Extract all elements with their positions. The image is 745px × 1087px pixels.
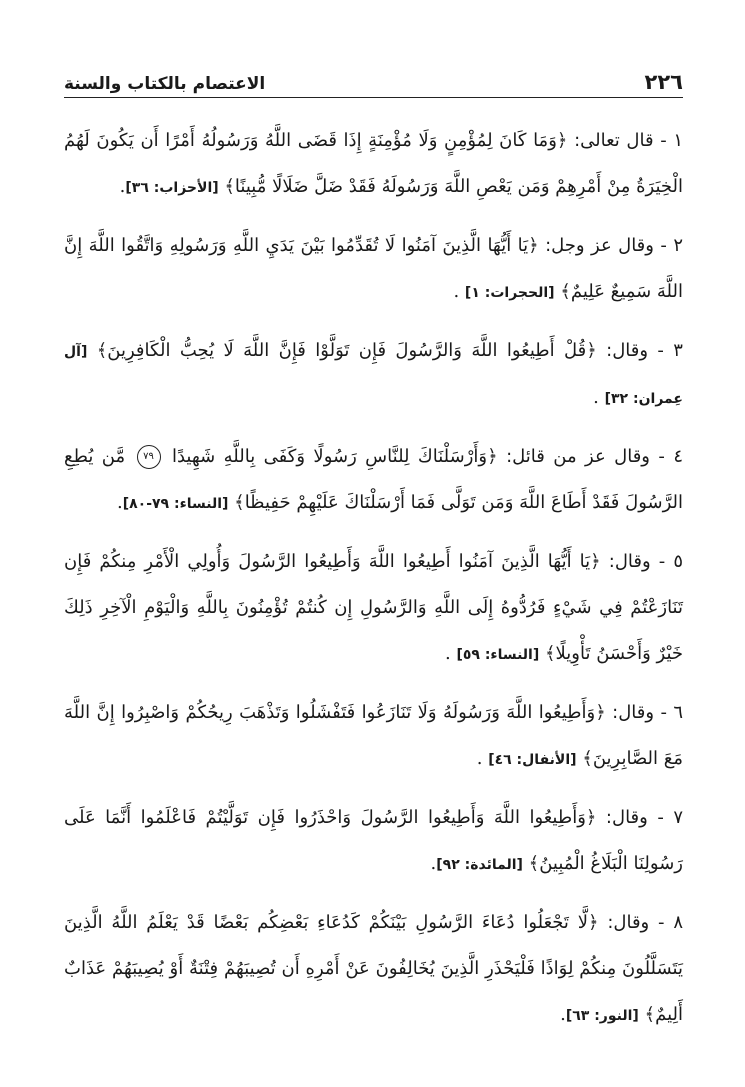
open-bracket-icon: ﴿: [590, 551, 601, 572]
verse-lead: ٣ - وقال:: [606, 340, 683, 361]
header-rule: [64, 97, 683, 98]
close-bracket-icon: ﴾: [224, 176, 235, 197]
verse-quote: وَأَطِيعُوا اللَّهَ وَرَسُولَهُ وَلَا تَنَازَعُوا فَتَفْشَلُوا وَتَذْهَبَ رِيحُكُمْ وَاصْبِرُوا إِنَّ اللَّهَ مَعَ الصَّابِرِينَ: [64, 702, 683, 769]
verse-reference: [الأحزاب: ٣٦]: [125, 180, 219, 196]
verse-item-6: ٦ - وقال: ﴿وَأَطِيعُوا اللَّهَ وَرَسُولَهُ وَلَا تَنَازَعُوا فَتَفْشَلُوا وَتَذْهَبَ رِيحُكُمْ وَاصْبِرُوا إِنَّ اللَّهَ مَعَ الصَّابِرِينَ﴾ [الأنفال: ٤٦] .: [64, 702, 683, 769]
page-header: [64, 60, 683, 94]
page-body: [64, 118, 683, 1067]
verse-reference: [آل عِمران: ٣٢]: [64, 344, 683, 407]
close-bracket-icon: ﴾: [560, 281, 571, 302]
close-bracket-icon: ﴾: [528, 853, 540, 874]
open-bracket-icon: ﴿: [595, 702, 606, 723]
verse-item-2: ٢ - وقال عز وجل: ﴿يَا أَيُّهَا الَّذِينَ آمَنُوا لَا تُقَدِّمُوا بَيْنَ يَدَيِ اللَّهِ وَرَسُولِهِ وَاتَّقُوا اللَّهَ إِنَّ اللَّهَ سَمِيعٌ عَلِيمٌ﴾ [الحجرات: ١] .: [64, 235, 683, 302]
verse-reference: [النساء: ٧٩-٨٠]: [122, 496, 229, 512]
verse-quote: وَأَطِيعُوا اللَّهَ وَأَطِيعُوا الرَّسُولَ وَاحْذَرُوا فَإِن تَوَلَّيْتُمْ فَاعْلَمُوا أَنَّمَا عَلَى رَسُولِنَا الْبَلَاغُ الْمُبِينُ: [64, 807, 683, 874]
verse-item-8: ٨ - وقال: ﴿لَّا تَجْعَلُوا دُعَاءَ الرَّسُولِ بَيْنَكُمْ كَدُعَاءِ بَعْضِكُم بَعْضًا قَدْ يَعْلَمُ اللَّهُ الَّذِينَ يَتَسَلَّلُونَ مِنكُمْ لِوَاذًا فَلْيَحْذَرِ الَّذِينَ يُخَالِفُونَ عَنْ أَمْرِهِ أَن تُصِيبَهُمْ فِتْنَةٌ أَوْ يُصِيبَهُمْ عَذَابٌ أَلِيمٌ﴾ [النور: ٦٣].: [64, 912, 683, 1025]
open-bracket-icon: ﴿: [487, 446, 498, 467]
close-bracket-icon: ﴾: [644, 1004, 656, 1025]
verse-reference: [الأنفال: ٤٦]: [488, 752, 577, 768]
verse-quote: وَأَرْسَلْنَاكَ لِلنَّاسِ رَسُولًا وَكَفَى بِاللَّهِ شَهِيدًا: [171, 446, 488, 467]
close-bracket-icon: ﴾: [96, 340, 108, 361]
verse-reference: [المائدة: ٩٢]: [436, 857, 523, 873]
verse-item-4: ٤ - وقال عز من قائل: ﴿وَأَرْسَلْنَاكَ لِلنَّاسِ رَسُولًا وَكَفَى بِاللَّهِ شَهِيدًا ٧٩ مَّن يُطِعِ الرَّسُولَ فَقَدْ أَطَاعَ اللَّهَ وَمَن تَوَلَّى فَمَا أَرْسَلْنَاكَ عَلَيْهِمْ حَفِيظًا﴾ [النساء: ٧٩-٨٠].: [64, 446, 683, 513]
open-bracket-icon: ﴿: [587, 912, 599, 933]
close-bracket-icon: ﴾: [545, 643, 556, 664]
verse-quote: يَا أَيُّهَا الَّذِينَ آمَنُوا أَطِيعُوا اللَّهَ وَأَطِيعُوا الرَّسُولَ وَأُولِي الْأَمْرِ مِنكُمْ فَإِن تَنَازَعْتُمْ فِي شَيْءٍ فَرُدُّوهُ إِلَى اللَّهِ وَالرَّسُولِ إِن كُنتُمْ تُؤْمِنُونَ بِاللَّهِ وَالْيَوْمِ الْآخِرِ ذَلِكَ خَيْرٌ وَأَحْسَنُ تَأْوِيلًا: [64, 551, 683, 664]
page-number: ٢٢٦: [644, 70, 683, 94]
verse-reference: [النور: ٦٣]: [565, 1008, 639, 1024]
verse-reference: [الحجرات: ١]: [464, 285, 555, 301]
close-bracket-icon: ﴾: [234, 492, 245, 513]
verse-lead: ٤ - وقال عز من قائل:: [506, 446, 683, 467]
close-bracket-icon: ﴾: [582, 748, 593, 769]
verse-item-1: ١ - قال تعالى: ﴿وَمَا كَانَ لِمُؤْمِنٍ وَلَا مُؤْمِنَةٍ إِذَا قَضَى اللَّهُ وَرَسُولُهُ أَمْرًا أَن يَكُونَ لَهُمُ الْخِيَرَةُ مِنْ أَمْرِهِمْ وَمَن يَعْصِ اللَّهَ وَرَسُولَهُ فَقَدْ ضَلَّ ضَلَالًا مُّبِينًا﴾ [الأحزاب: ٣٦].: [64, 130, 683, 197]
verse-lead: ١ - قال تعالى:: [574, 130, 683, 151]
running-title: الاعتصام بالكتاب والسنة: [64, 74, 266, 94]
open-bracket-icon: ﴿: [585, 807, 597, 828]
verse-lead: ٧ - وقال:: [605, 807, 683, 828]
verse-quote: قُلْ أَطِيعُوا اللَّهَ وَالرَّسُولَ فَإِن تَوَلَّوْا فَإِنَّ اللَّهَ لَا يُحِبُّ الْكَافِرِينَ: [107, 340, 587, 361]
ayah-number-mark: ٧٩: [137, 445, 161, 469]
verse-item-3: ٣ - وقال: ﴿قُلْ أَطِيعُوا اللَّهَ وَالرَّسُولَ فَإِن تَوَلَّوْا فَإِنَّ اللَّهَ لَا يُحِبُّ الْكَافِرِينَ﴾ [آل عِمران: ٣٢] .: [64, 340, 683, 408]
verse-quote-continued: مَّن يُطِعِ الرَّسُولَ فَقَدْ أَطَاعَ اللَّهَ وَمَن تَوَلَّى فَمَا أَرْسَلْنَاكَ عَلَيْهِمْ حَفِيظًا: [64, 446, 683, 513]
verse-item-5: ٥ - وقال: ﴿يَا أَيُّهَا الَّذِينَ آمَنُوا أَطِيعُوا اللَّهَ وَأَطِيعُوا الرَّسُولَ وَأُولِي الْأَمْرِ مِنكُمْ فَإِن تَنَازَعْتُمْ فِي شَيْءٍ فَرُدُّوهُ إِلَى اللَّهِ وَالرَّسُولِ إِن كُنتُمْ تُؤْمِنُونَ بِاللَّهِ وَالْيَوْمِ الْآخِرِ ذَلِكَ خَيْرٌ وَأَحْسَنُ تَأْوِيلًا﴾ [النساء: ٥٩] .: [64, 551, 683, 664]
open-bracket-icon: ﴿: [528, 235, 539, 256]
verse-lead: ٨ - وقال:: [607, 912, 683, 933]
verse-item-7: ٧ - وقال: ﴿وَأَطِيعُوا اللَّهَ وَأَطِيعُوا الرَّسُولَ وَاحْذَرُوا فَإِن تَوَلَّيْتُمْ فَاعْلَمُوا أَنَّمَا عَلَى رَسُولِنَا الْبَلَاغُ الْمُبِينُ﴾ [المائدة: ٩٢].: [64, 807, 683, 874]
verse-lead: ٢ - وقال عز وجل:: [545, 235, 683, 256]
verse-quote: لَّا تَجْعَلُوا دُعَاءَ الرَّسُولِ بَيْنَكُمْ كَدُعَاءِ بَعْضِكُم بَعْضًا قَدْ يَعْلَمُ اللَّهُ الَّذِينَ يَتَسَلَّلُونَ مِنكُمْ لِوَاذًا فَلْيَحْذَرِ الَّذِينَ يُخَالِفُونَ عَنْ أَمْرِهِ أَن تُصِيبَهُمْ فِتْنَةٌ أَوْ يُصِيبَهُمْ عَذَابٌ أَلِيمٌ: [64, 912, 683, 1025]
verse-lead: ٥ - وقال:: [608, 551, 683, 572]
open-bracket-icon: ﴿: [556, 130, 568, 151]
open-bracket-icon: ﴿: [586, 340, 597, 361]
verse-lead: ٦ - وقال:: [612, 702, 683, 723]
verse-reference: [النساء: ٥٩]: [456, 647, 540, 663]
verse-quote: يَا أَيُّهَا الَّذِينَ آمَنُوا لَا تُقَدِّمُوا بَيْنَ يَدَيِ اللَّهِ وَرَسُولِهِ وَاتَّقُوا اللَّهَ إِنَّ اللَّهَ سَمِيعٌ عَلِيمٌ: [64, 235, 683, 302]
verse-quote: وَمَا كَانَ لِمُؤْمِنٍ وَلَا مُؤْمِنَةٍ إِذَا قَضَى اللَّهُ وَرَسُولُهُ أَمْرًا أَن يَكُونَ لَهُمُ الْخِيَرَةُ مِنْ أَمْرِهِمْ وَمَن يَعْصِ اللَّهَ وَرَسُولَهُ فَقَدْ ضَلَّ ضَلَالًا مُّبِينًا: [64, 130, 683, 197]
